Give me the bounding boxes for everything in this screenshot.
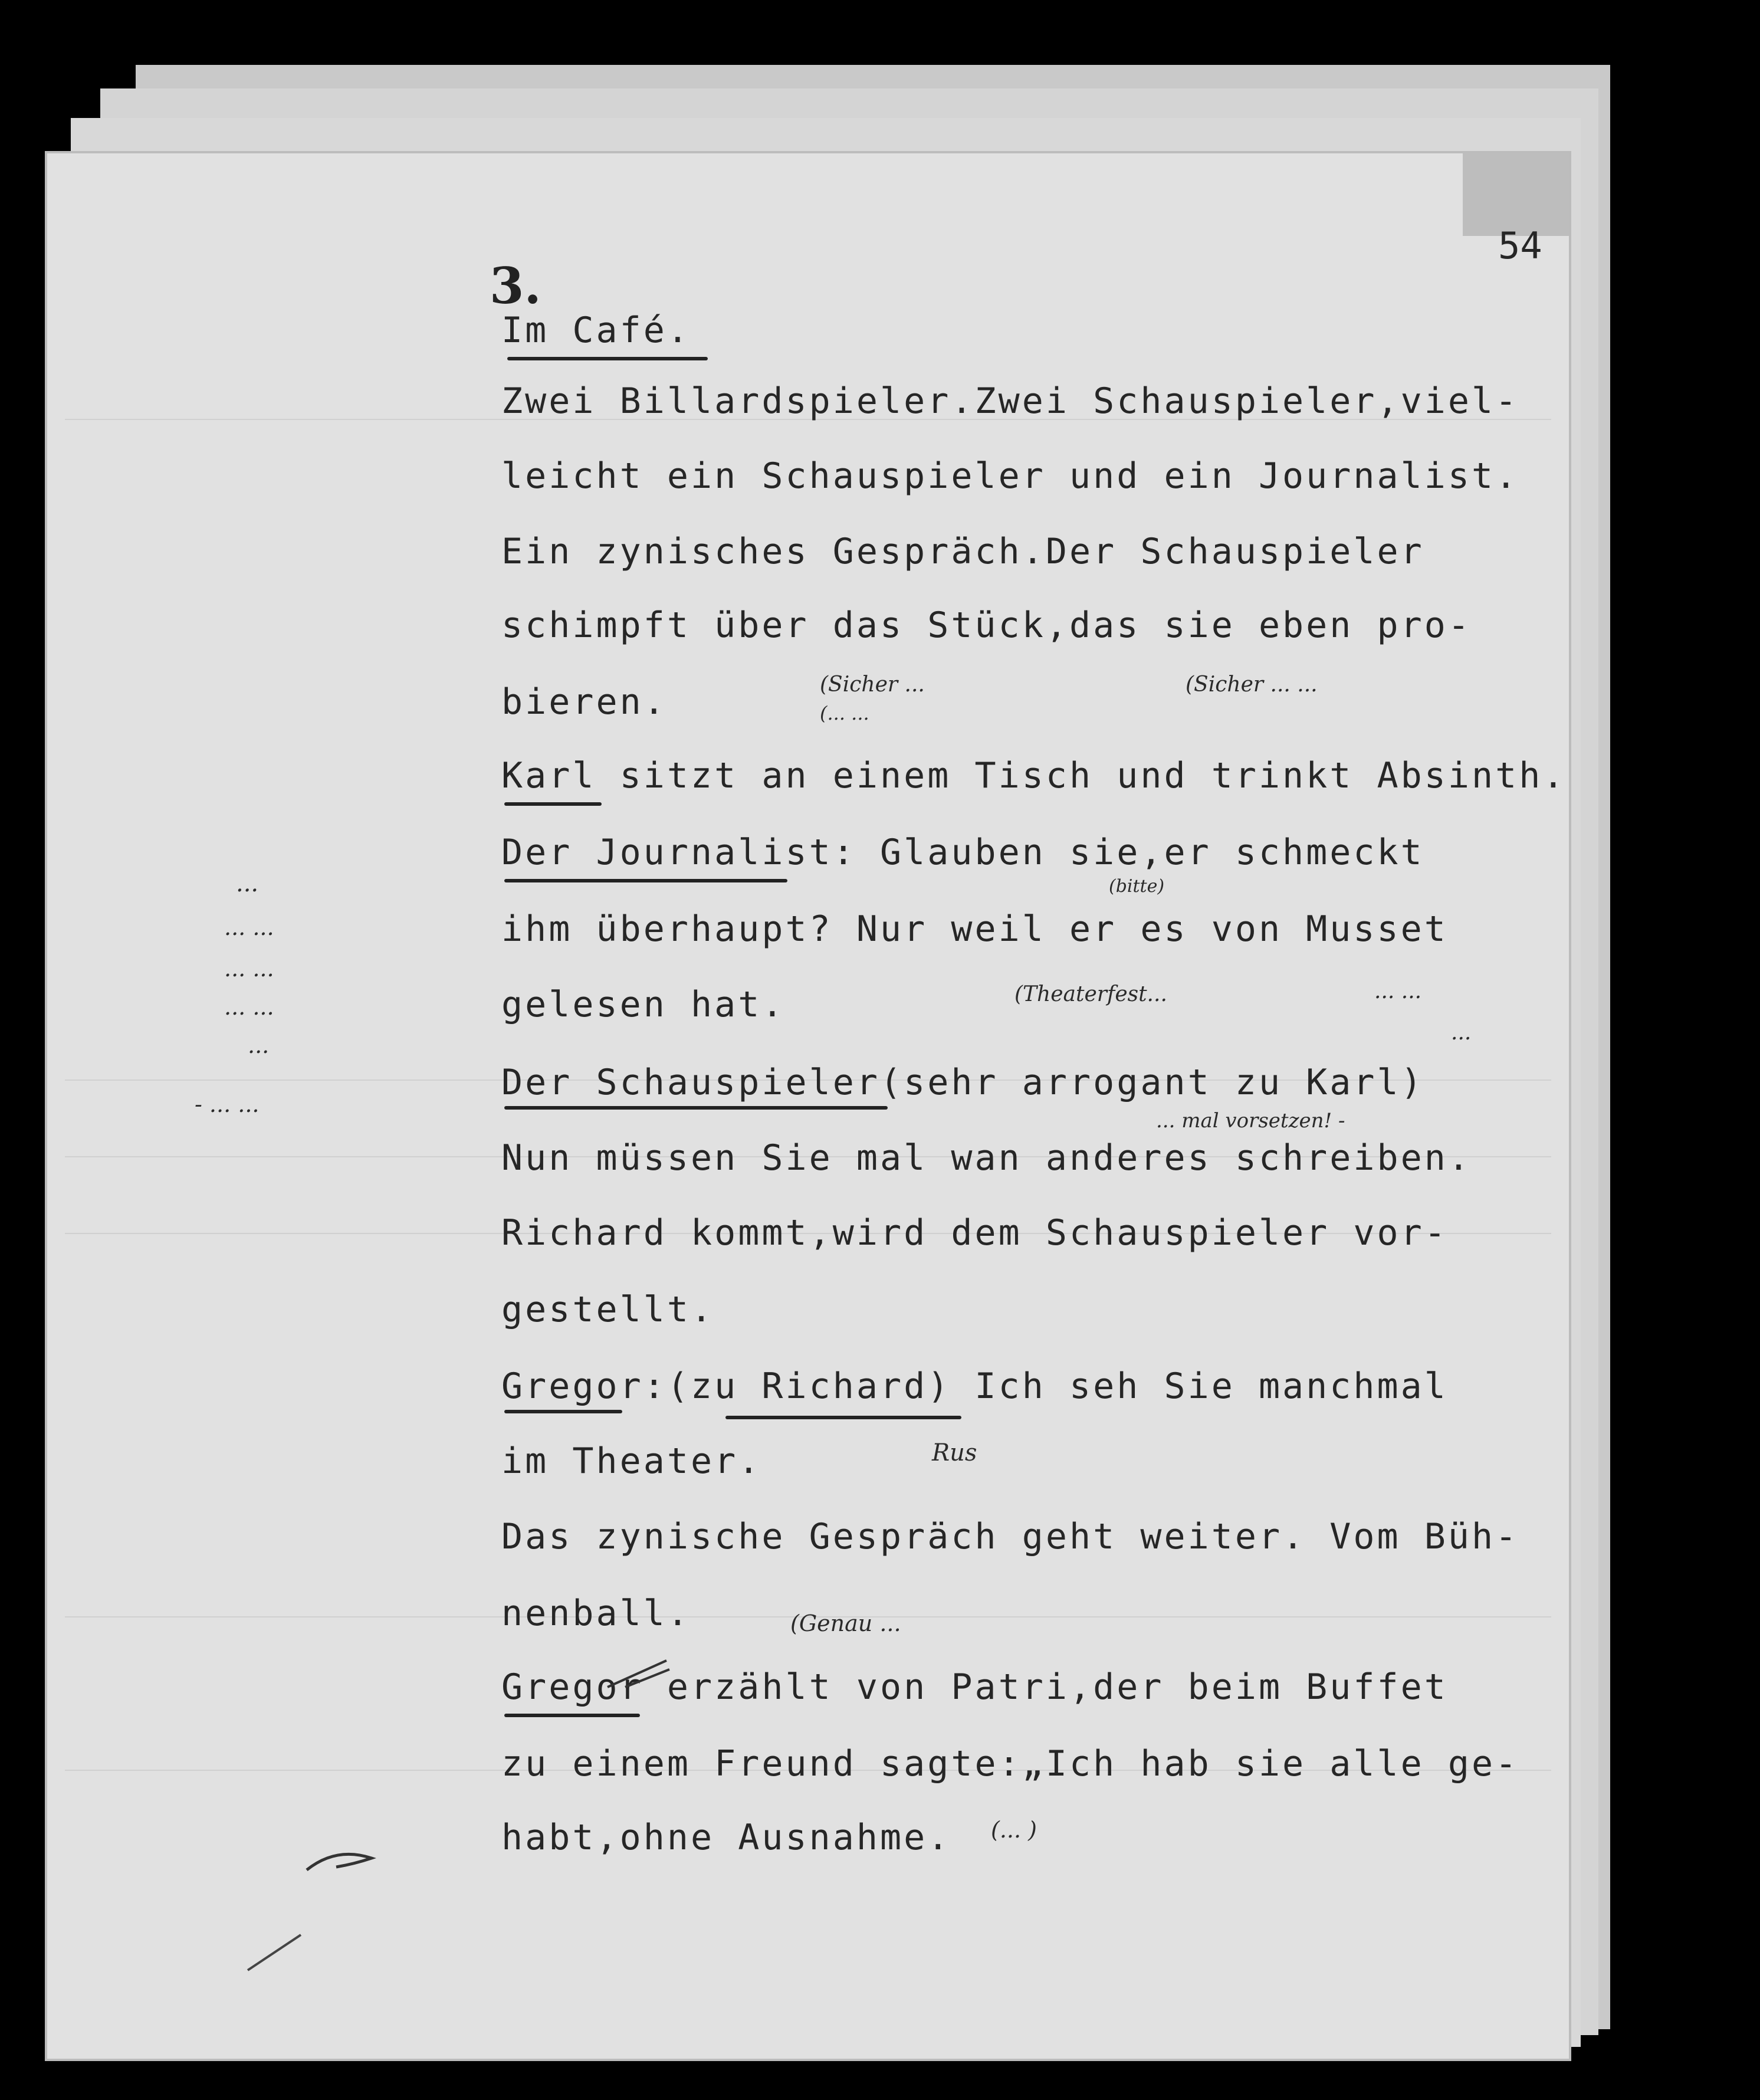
underline-schauspieler [504, 1106, 888, 1110]
underline-im-cafe [507, 357, 708, 360]
typed-line: schimpft über das Stück,das sie eben pro- [501, 605, 1472, 646]
typed-line: Der Journalist: Glauben sie,er schmeckt [501, 832, 1424, 873]
margin-note: ... [248, 1032, 270, 1058]
pen-stroke-mark [301, 1840, 383, 1882]
typed-line: Das zynische Gespräch geht weiter. Vom Büh- [501, 1516, 1519, 1557]
typed-line: ihm überhaupt? Nur weil er es von Musset [501, 908, 1448, 950]
typed-line: nenball. [501, 1593, 691, 1634]
handwritten-note: ... [1451, 1021, 1472, 1045]
margin-note: ... ... [224, 914, 274, 940]
handwritten-note: (Genau ... [790, 1610, 901, 1636]
typescript-page [47, 153, 1569, 2059]
typed-line: im Theater. [501, 1441, 762, 1482]
margin-note: ... [236, 870, 259, 897]
typed-line: Ein zynisches Gespräch.Der Schauspieler [501, 531, 1424, 572]
handwritten-note: ... mal vorsetzen! - [1156, 1109, 1345, 1133]
underline-karl [504, 802, 602, 806]
typed-line: Gregor:(zu Richard) Ich seh Sie manchmal [501, 1366, 1448, 1407]
scene-number-mark: 3. [490, 257, 541, 315]
folded-corner [1463, 153, 1569, 236]
typed-line: habt,ohne Ausnahme. [501, 1817, 951, 1858]
handwritten-note: Rus [932, 1439, 977, 1466]
typed-line: leicht ein Schauspieler und ein Journalist. [501, 455, 1519, 497]
underline-gregor-2 [504, 1714, 640, 1717]
handwritten-note: (... ) [991, 1817, 1037, 1843]
pen-stroke-mark [242, 1929, 313, 1976]
margin-note: - ... ... [195, 1091, 260, 1117]
typed-line: Gregor erzählt von Patri,der beim Buffet [501, 1666, 1448, 1708]
typed-line: gestellt. [501, 1289, 715, 1330]
underline-zu-richard [725, 1416, 961, 1419]
typed-line: Zwei Billardspieler.Zwei Schauspieler,viel- [501, 380, 1519, 422]
handwritten-note: (Sicher ... [820, 672, 925, 697]
page-number: 54 [1498, 224, 1542, 267]
handwritten-note: (... ... [820, 702, 869, 724]
typed-line: Der Schauspieler(sehr arrogant zu Karl) [501, 1062, 1424, 1103]
handwritten-note: (bitte) [1109, 876, 1165, 897]
handwritten-note: ... ... [1374, 979, 1422, 1003]
typed-line: Nun müssen Sie mal wan anderes schreiben. [501, 1137, 1472, 1179]
typed-line: bieren. [501, 681, 667, 723]
handwritten-note: (Sicher ... ... [1186, 672, 1318, 697]
margin-note: ... ... [224, 994, 274, 1020]
pen-stroke-mark [602, 1652, 678, 1693]
underline-journalist [504, 879, 787, 882]
typed-line: gelesen hat. [501, 984, 786, 1025]
typed-line: Richard kommt,wird dem Schauspieler vor- [501, 1212, 1448, 1254]
typed-line: zu einem Freund sagte:„Ich hab sie alle ge- [501, 1743, 1519, 1784]
typed-line: Im Café. [501, 310, 691, 351]
typed-line: Karl sitzt an einem Tisch und trinkt Absinth. [501, 755, 1567, 796]
handwritten-note: (Theaterfest... [1014, 982, 1167, 1006]
underline-gregor [504, 1410, 622, 1413]
margin-note: ... ... [224, 956, 274, 982]
